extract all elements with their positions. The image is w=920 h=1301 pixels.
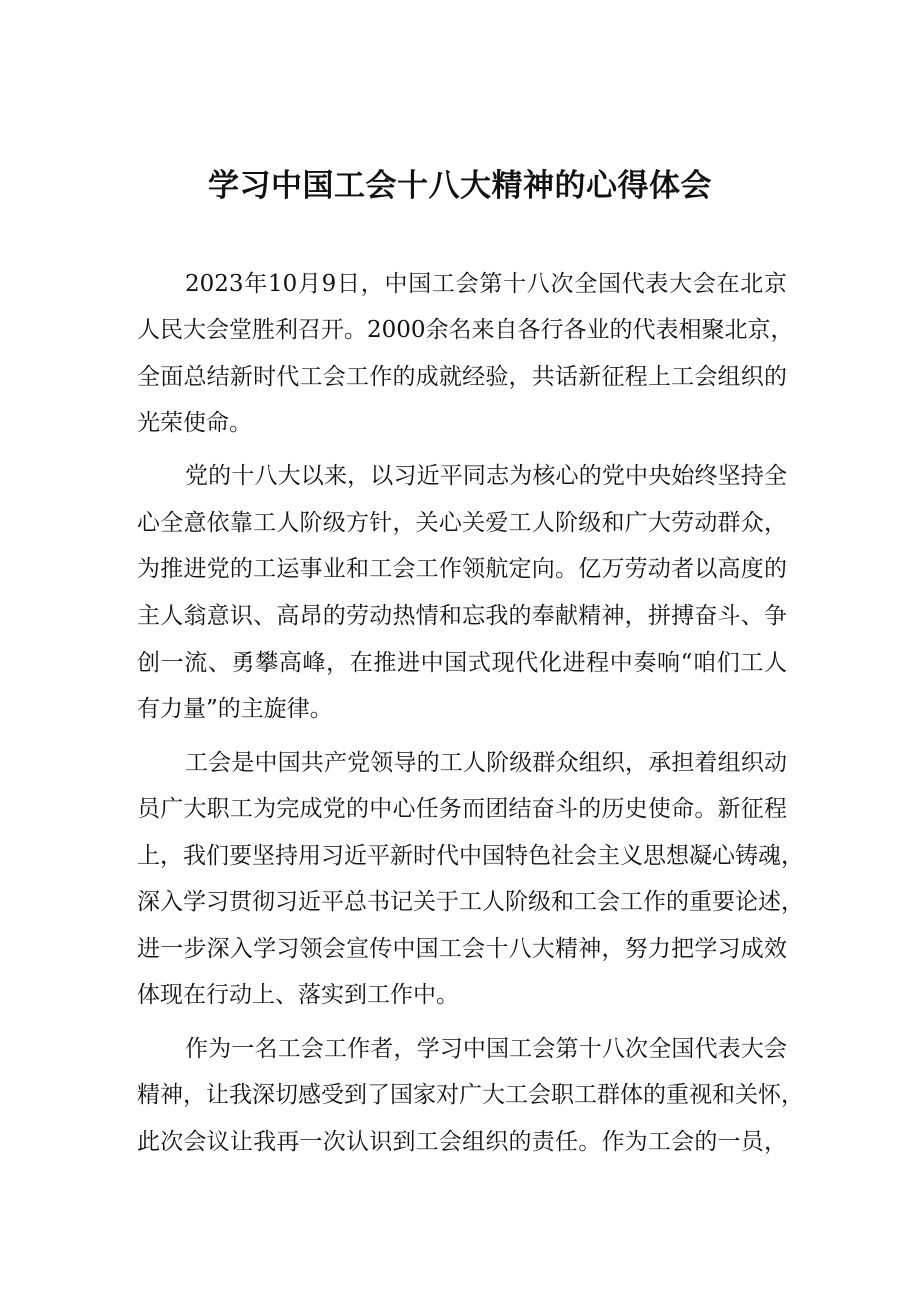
paragraph-2-line-3: 为推进党的工运事业和工会工作领航定向。亿万劳动者以高度的 [137,556,787,582]
document-title: 学习中国工会十八大精神的心得体会 [208,168,712,204]
paragraph-2-line-6: 有力量”的主旋律。 [137,696,333,722]
paragraph-2-line-4: 主人翁意识、高昂的劳动热情和忘我的奉献精神，拼搏奋斗、争 [137,603,787,629]
paragraph-1-line-4: 光荣使命。 [137,410,252,436]
paragraph-2-line-1: 党的十八大以来，以习近平同志为核心的党中央始终坚持全 [185,463,787,489]
paragraph-1-line-2: 人民大会堂胜利召开。2000余名来自各行各业的代表相聚北京， [137,317,794,343]
paragraph-4-line-2: 精神，让我深切感受到了国家对广大工会职工群体的重视和关怀， [137,1082,804,1108]
paragraph-3-line-5: 进一步深入学习领会宣传中国工会十八大精神，努力把学习成效 [137,936,787,962]
paragraph-1-line-1: 2023年10月9日，中国工会第十八次全国代表大会在北京 [185,271,787,297]
paragraph-4-line-1: 作为一名工会工作者，学习中国工会第十八次全国代表大会 [185,1036,787,1062]
paragraph-2-line-2: 心全意依靠工人阶级方针，关心关爱工人阶级和广大劳动群众， [137,510,787,536]
paragraph-3-line-6: 体现在行动上、落实到工作中。 [137,982,459,1008]
paragraph-3-line-3: 上，我们要坚持用习近平新时代中国特色社会主义思想凝心铸魂， [137,843,804,869]
paragraph-3-line-2: 员广大职工为完成党的中心任务而团结奋斗的历史使命。新征程 [137,796,787,822]
paragraph-1-line-3: 全面总结新时代工会工作的成就经验，共话新征程上工会组织的 [137,364,787,390]
paragraph-3-line-1: 工会是中国共产党领导的工人阶级群众组织，承担着组织动 [185,750,787,776]
paragraph-3-line-4: 深入学习贯彻习近平总书记关于工人阶级和工会工作的重要论述， [137,889,804,915]
paragraph-2-line-5: 创一流、勇攀高峰，在推进中国式现代化进程中奏响“咱们工人 [137,650,787,676]
paragraph-4-line-3: 此次会议让我再一次认识到工会组织的责任。作为工会的一员， [137,1129,787,1155]
